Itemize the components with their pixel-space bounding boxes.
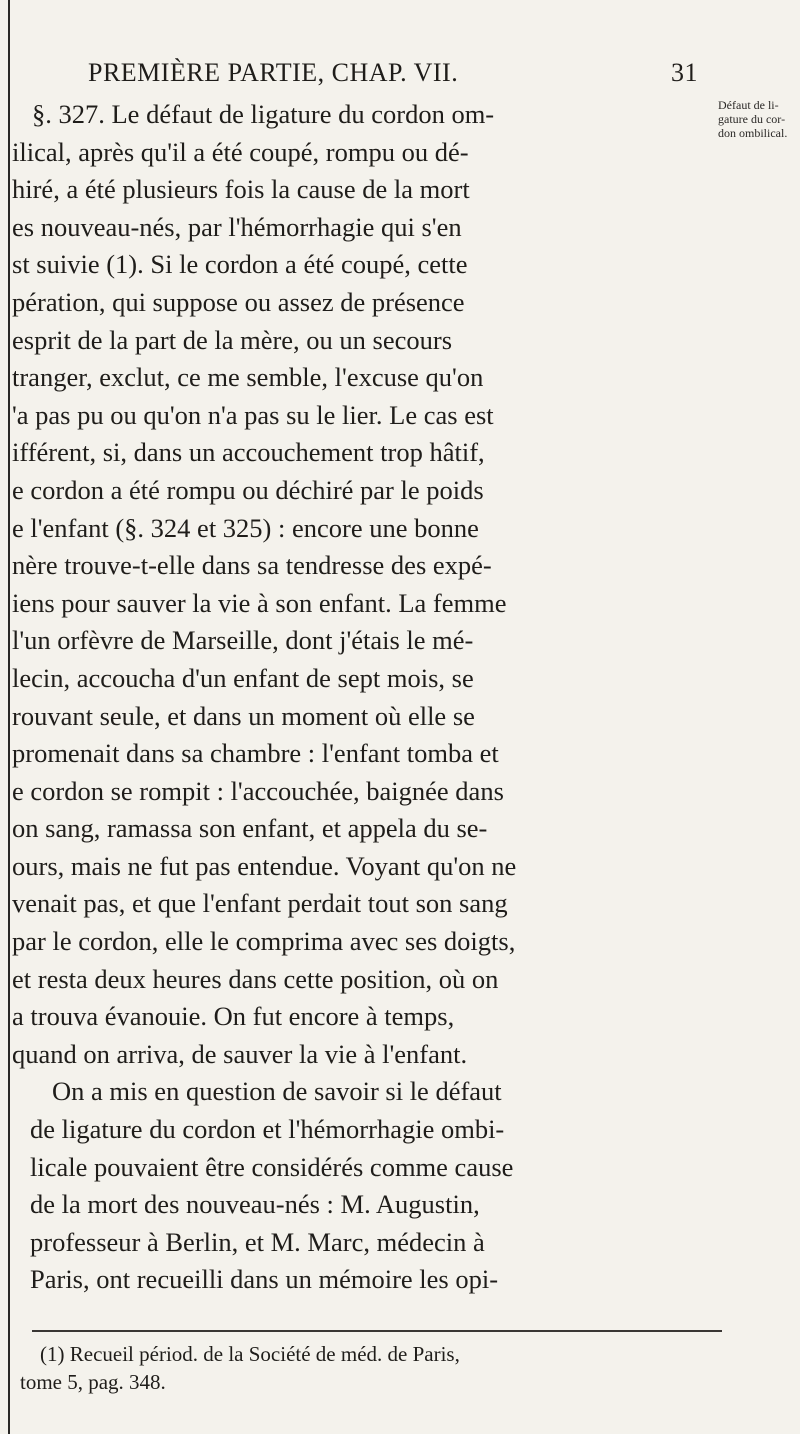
running-head (88, 58, 698, 92)
text-line: ifférent, si, dans un accouchement trop hâtif, (12, 437, 485, 468)
text-line: e cordon se rompit : l'accouchée, baignée dans (12, 775, 504, 806)
text-line: nère trouve-t-elle dans sa tendresse des expé- (12, 550, 492, 581)
text-line: e cordon a été rompu ou déchiré par le poids (12, 474, 484, 505)
text-line: es nouveau-nés, par l'hémorrhagie qui s'en (12, 211, 462, 242)
margin-note-line: gature du cor- (718, 112, 786, 126)
text-line: par le cordon, elle le comprima avec ses doigts, (12, 926, 516, 957)
text-line: ours, mais ne fut pas entendue. Voyant qu'on ne (12, 850, 517, 881)
text-line: rouvant seule, et dans un moment où elle se (12, 700, 475, 731)
text-line: iens pour sauver la vie à son enfant. La femme (12, 587, 507, 618)
margin-note-line: Défaut de li- (718, 98, 779, 112)
text-line: de la mort des nouveau-nés : M. Augustin, (30, 1189, 480, 1220)
footnotes (20, 1340, 720, 1396)
text-line: lecin, accoucha d'un enfant de sept mois, se (12, 662, 474, 693)
text-line: §. 327. Le défaut de ligature du cordon om- (32, 99, 495, 129)
footnote-line: tome 5, pag. 348. (20, 1370, 166, 1394)
text-line: 'a pas pu ou qu'on n'a pas su le lier. Le cas est (12, 399, 494, 430)
text-line: hiré, a été plusieurs fois la cause de la mort (12, 174, 470, 205)
text-line: esprit de la part de la mère, ou un secours (12, 324, 453, 355)
footnote-line: (1) Recueil périod. de la Société de méd. de Paris, (40, 1342, 460, 1366)
page-number: 31 (671, 58, 698, 87)
text-line: licale pouvaient être considérés comme cause (30, 1151, 514, 1182)
footnote-divider (32, 1330, 722, 1332)
text-line: On a mis en question de savoir si le défaut (52, 1076, 502, 1107)
margin-note (718, 98, 798, 140)
text-line: ilical, après qu'il a été coupé, rompu ou dé- (12, 136, 469, 167)
text-line: pération, qui suppose ou assez de présence (12, 286, 465, 317)
text-line: st suivie (1). Si le cordon a été coupé, cette (12, 249, 468, 280)
text-line: e l'enfant (§. 324 et 325) : encore une bonne (12, 512, 479, 543)
text-line: quand on arriva, de sauver la vie à l'enfant. (12, 1038, 468, 1069)
text-line: venait pas, et que l'enfant perdait tout son sang (12, 888, 508, 919)
margin-note-line: don ombilical. (718, 126, 788, 140)
text-line: on sang, ramassa son enfant, et appela du se- (12, 813, 488, 844)
text-line: tranger, exclut, ce me semble, l'excuse qu'on (12, 362, 484, 393)
running-head-title: PREMIÈRE PARTIE, CHAP. VII. (88, 58, 459, 87)
text-line: a trouva évanouie. On fut encore à temps, (12, 1001, 455, 1032)
text-line: l'un orfèvre de Marseille, dont j'étais le mé- (12, 625, 474, 656)
text-line: Paris, ont recueilli dans un mémoire les opi- (30, 1264, 499, 1295)
text-line: professeur à Berlin, et M. Marc, médecin à (30, 1226, 485, 1257)
body-text (12, 96, 707, 1299)
text-line: et resta deux heures dans cette position, où on (12, 963, 499, 994)
text-line: de ligature du cordon et l'hémorrhagie ombi- (30, 1114, 505, 1145)
text-line: promenait dans sa chambre : l'enfant tomba et (12, 738, 499, 769)
